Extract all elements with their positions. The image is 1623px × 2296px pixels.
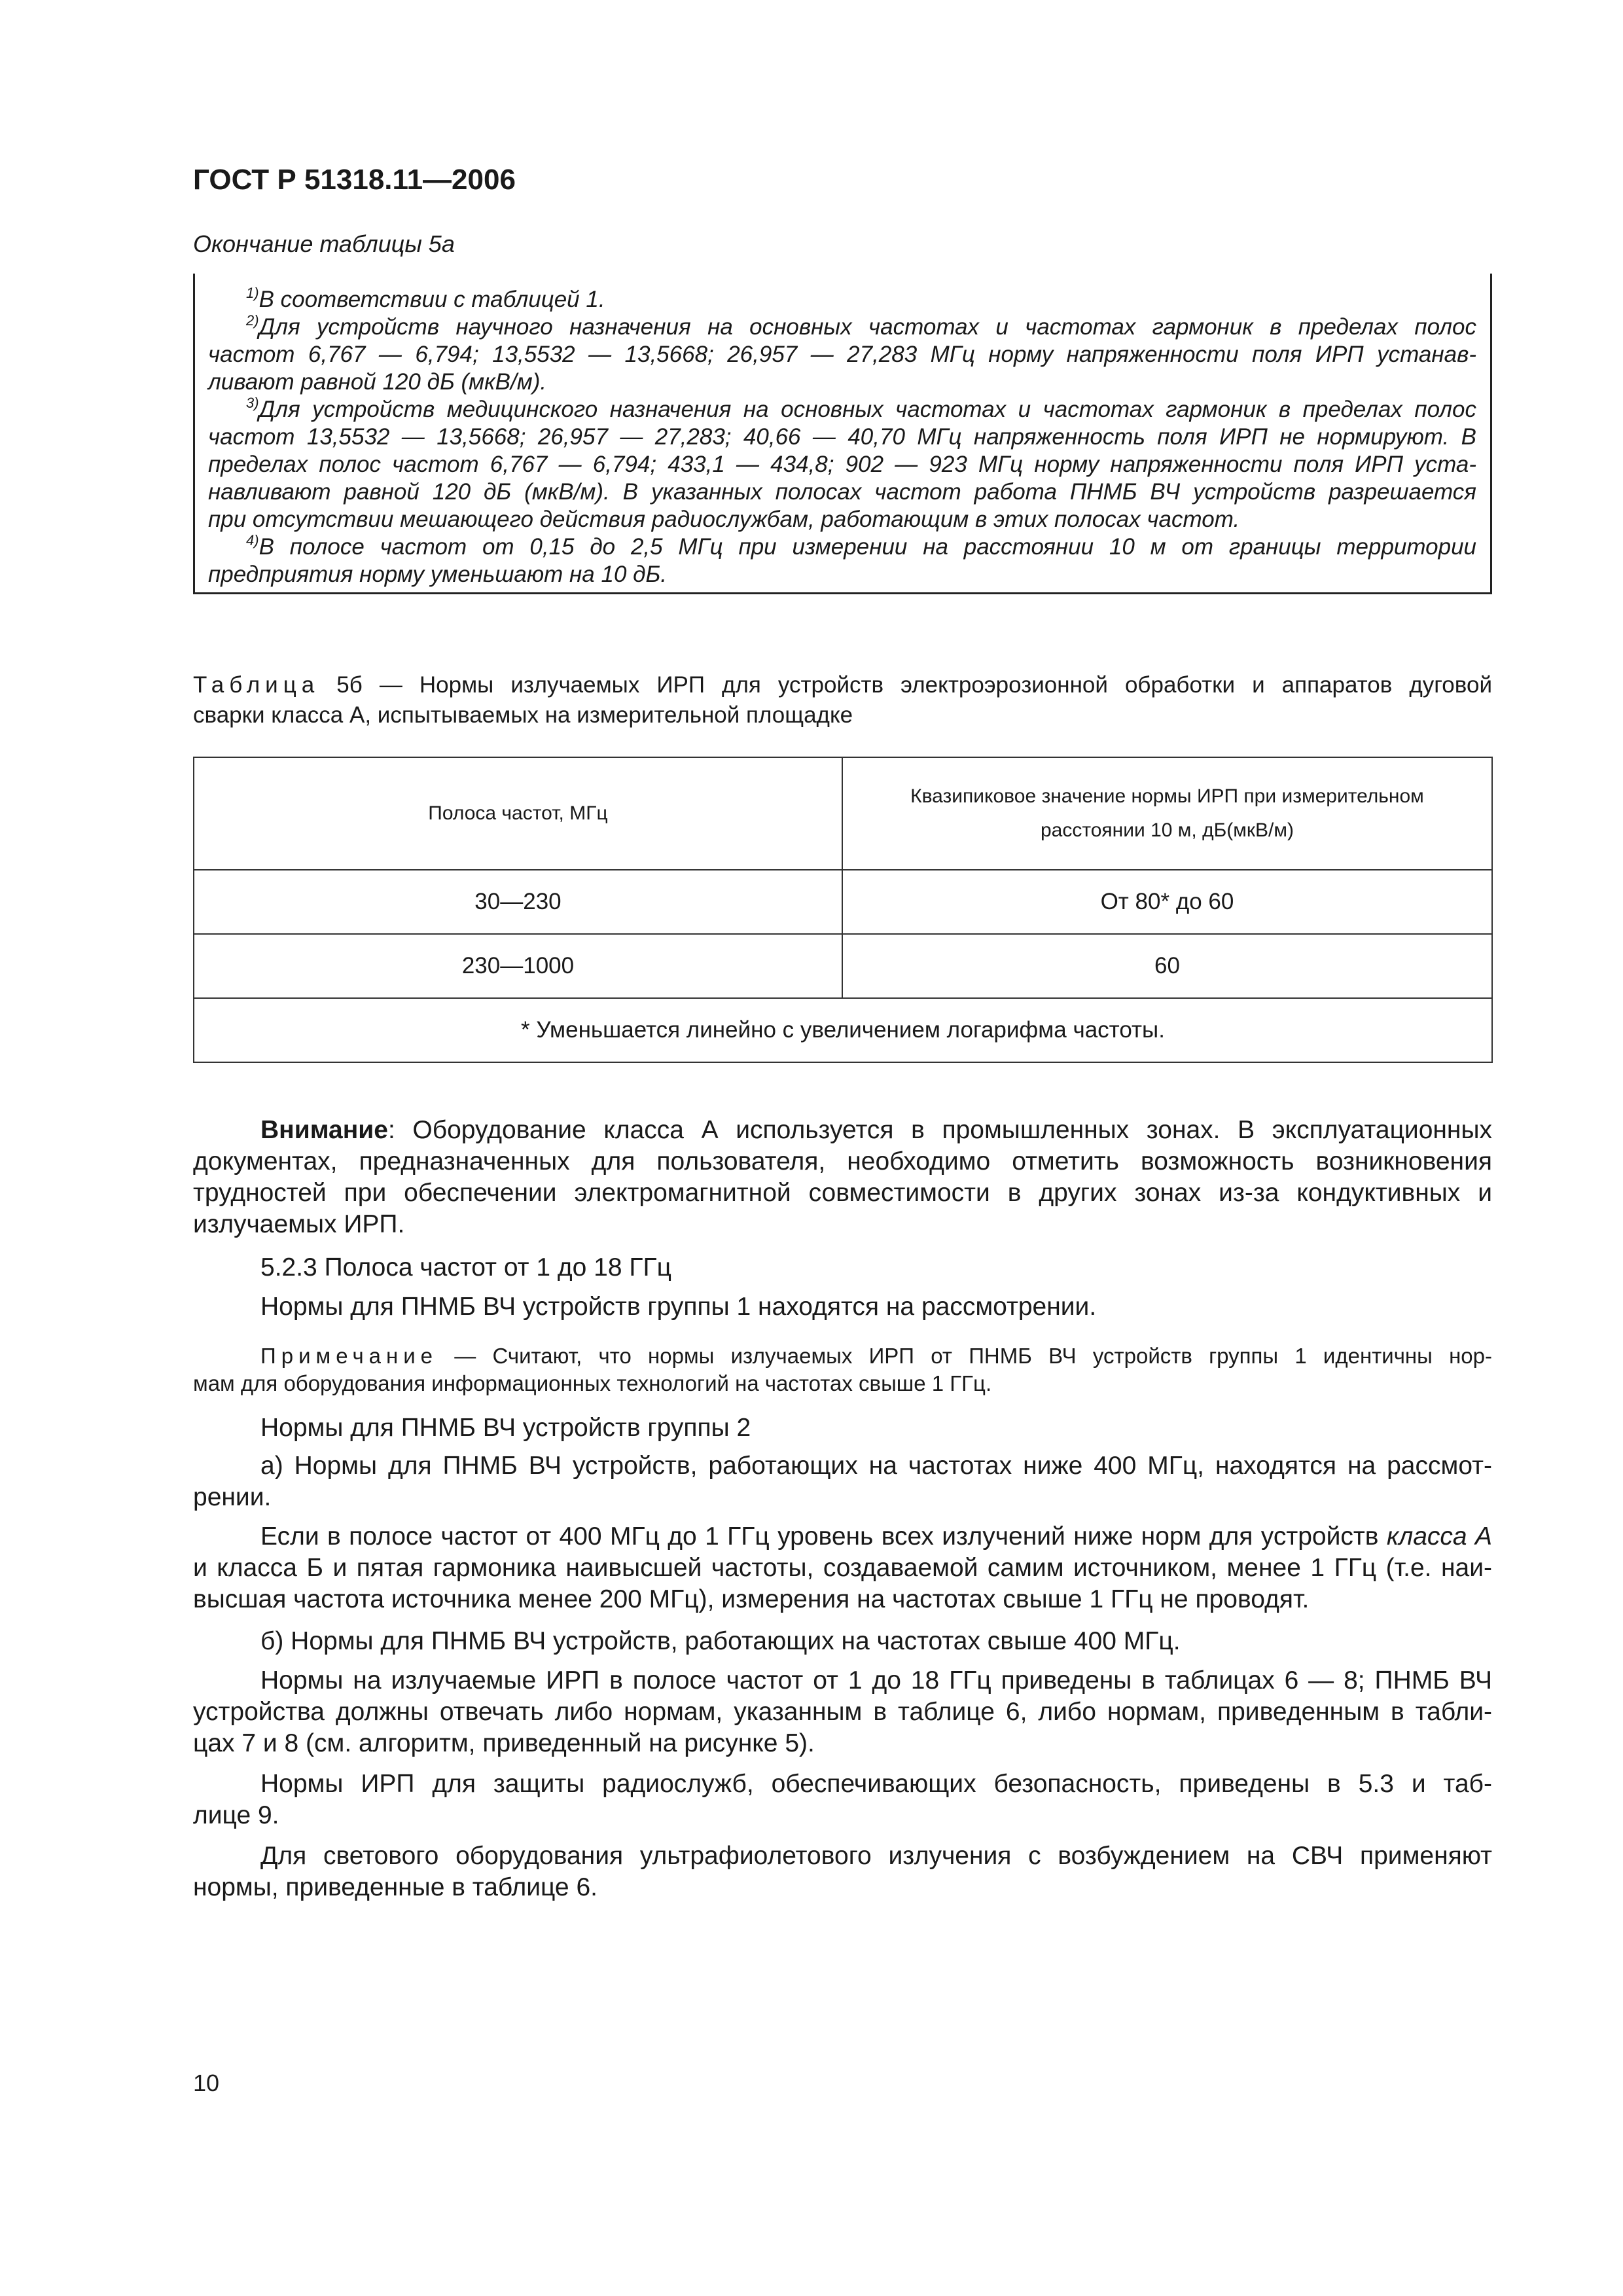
note-line-1: Примечание — Считают, что нормы излучаемых ИРП от ПНМБ ВЧ устройств группы 1 идентичны нор- xyxy=(260,1344,1493,1368)
condition-paragraph-line-2: и класса Б и пятая гармоника наивысшей частоты, создаваемой самим источником, менее 1 ГГц (т.е. наи- xyxy=(193,1554,1492,1582)
footnote-3-line-3: пределах полос частот 6,767 — 6,794; 433,1 — 434,8; 902 — 923 МГц норму напряженности поля ИРП уста- xyxy=(208,452,1476,477)
limit-cell: 60 xyxy=(842,934,1492,998)
table-row xyxy=(194,870,1492,934)
condition-paragraph-line-3: высшая частота источника менее 200 МГц), измерения на частотах свыше 1 ГГц не проводят. xyxy=(193,1585,1310,1613)
radio-services-line-2: лице 9. xyxy=(193,1801,279,1829)
attention-paragraph-line-4: излучаемых ИРП. xyxy=(193,1210,405,1238)
footnote-4-line-1: $^{4)}$В полосе частот от 0,15 до 2,5 МГц при измерении на расстоянии 10 м от границы территории xyxy=(246,532,1476,560)
table-5b xyxy=(193,757,1493,1063)
attention-paragraph-line-2: документах, предназначенных для пользователя, необходимо отметить возможность возникновения xyxy=(193,1147,1492,1175)
uv-equipment-line-1: Для светового оборудования ультрафиолетового излучения с возбуждением на СВЧ применяют xyxy=(260,1842,1492,1870)
footnote-1: $^{1)}$В соответствии с таблицей 1. xyxy=(246,285,605,312)
table-continuation-label: Окончание таблицы 5а xyxy=(193,230,455,257)
footnote-3-line-2: частот 13,5532 — 13,5668; 26,957 — 27,283; 40,66 — 40,70 МГц напряженность поля ИРП не нормируют. В xyxy=(208,424,1476,450)
note-line-2: мам для оборудования информационных технологий на частотах свыше 1 ГГц. xyxy=(193,1371,992,1395)
attention-paragraph-line-3: трудностей при обеспечении электромагнитной совместимости в других зонах из-за кондуктивных и xyxy=(193,1179,1492,1207)
footnote-2-line-1: $^{2)}$Для устройств научного назначения на основных частотах и частотах гармоник в пределах полос xyxy=(246,312,1476,340)
footnote-3-line-4: навливают равной 120 дБ (мкВ/м). В указанных полосах частот работа ПНМБ ВЧ устройств разрешается xyxy=(208,479,1476,505)
uv-equipment-line-2: нормы, приведенные в таблице 6. xyxy=(193,1873,597,1901)
item-b: б) Нормы для ПНМБ ВЧ устройств, работающих на частотах свыше 400 МГц. xyxy=(260,1627,1181,1655)
band-cell: 230—1000 xyxy=(194,934,842,998)
footnote-2-line-3: ливают равной 120 дБ (мкВ/м). xyxy=(208,369,547,395)
norms-paragraph-line-2: устройства должны отвечать либо нормам, указанным в таблице 6, либо нормам, приведенным в табли- xyxy=(193,1698,1492,1726)
group-1-norms: Нормы для ПНМБ ВЧ устройств группы 1 находятся на рассмотрении. xyxy=(260,1293,1097,1321)
section-5-2-3-heading: 5.2.3 Полоса частот от 1 до 18 ГГц xyxy=(260,1253,671,1282)
table-header-row xyxy=(194,757,1492,870)
document-id: ГОСТ Р 51318.11—2006 xyxy=(193,164,516,196)
table-note: * Уменьшается линейно с увеличением логарифма частоты. xyxy=(194,998,1492,1062)
item-a-line-2: рении. xyxy=(193,1483,272,1511)
footnote-2-line-2: частот 6,767 — 6,794; 13,5532 — 13,5668; 26,957 — 27,283 МГц норму напряженности поля ИРП устанав- xyxy=(208,342,1476,367)
header-frequency-band: Полоса частот, МГц xyxy=(194,757,842,870)
norms-paragraph-line-1: Нормы на излучаемые ИРП в полосе частот от 1 до 18 ГГц приведены в таблицах 6 — 8; ПНМБ ВЧ xyxy=(260,1666,1492,1695)
footnote-3-line-1: $^{3)}$Для устройств медицинского назначения на основных частотах и частотах гармоник в пределах полос xyxy=(246,395,1476,422)
footnote-4-line-2: предприятия норму уменьшают на 10 дБ. xyxy=(208,562,667,587)
table-5b-caption-line-1: Таблица 5б — Нормы излучаемых ИРП для устройств электроэрозионной обработки и аппаратов дуговой xyxy=(193,672,1492,698)
footnote-3-line-5: при отсутствии мешающего действия радиослужбам, работающим в этих полосах частот. xyxy=(208,507,1240,532)
table-row xyxy=(194,934,1492,998)
condition-paragraph-line-1: Если в полосе частот от 400 МГц до 1 ГГц уровень всех излучений ниже норм для устройств класса А xyxy=(260,1522,1493,1551)
attention-paragraph-line-1: Внимание: Оборудование класса А используется в промышленных зонах. В эксплуатационных xyxy=(260,1116,1492,1144)
item-a-line-1: а) Нормы для ПНМБ ВЧ устройств, работающих на частотах ниже 400 МГц, находятся на рассмот- xyxy=(260,1452,1492,1480)
table-5b-caption-line-2: сварки класса А, испытываемых на измерительной площадке xyxy=(193,702,853,728)
radio-services-line-1: Нормы ИРП для защиты радиослужб, обеспечивающих безопасность, приведены в 5.3 и таб- xyxy=(260,1770,1492,1798)
norms-paragraph-line-3: цах 7 и 8 (см. алгоритм, приведенный на рисунке 5). xyxy=(193,1729,815,1757)
table-note-row xyxy=(194,998,1492,1062)
limit-cell: От 80* до 60 xyxy=(842,870,1492,934)
group-2-heading: Нормы для ПНМБ ВЧ устройств группы 2 xyxy=(260,1414,751,1442)
band-cell: 30—230 xyxy=(194,870,842,934)
header-quasi-peak-limit: Квазипиковое значение нормы ИРП при измерительном расстоянии 10 м, дБ(мкВ/м) xyxy=(842,757,1492,870)
page-number: 10 xyxy=(193,2070,220,2096)
